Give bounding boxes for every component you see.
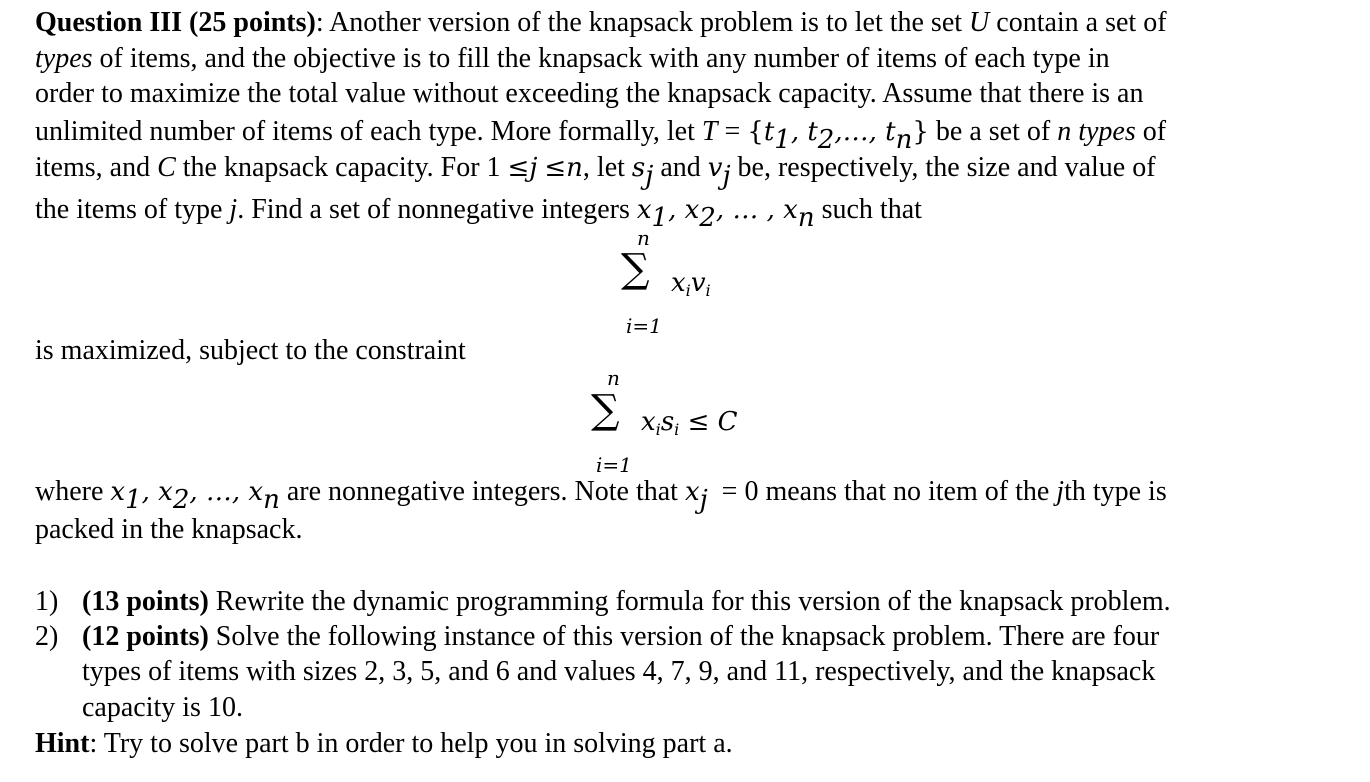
- question-line-7: where $x_1$, $x_2$, …, $x_n$ are nonnegative integers. Note that $x_j = 0$ means that no item of the jth type is: [35, 476, 1167, 515]
- question-title: Question III (25 points): [35, 7, 316, 38]
- constraint-sum-upper: n: [607, 366, 620, 390]
- sum-upper-limit: n: [637, 226, 650, 250]
- sum-lower-limit: i=1: [626, 314, 662, 338]
- question-line-1: Question III (25 points): Another version of the knapsack problem is to let the set U contain a set of: [35, 7, 1167, 38]
- question-line-8: packed in the knapsack.: [35, 514, 303, 545]
- part-1-points: (13 points): [82, 586, 209, 617]
- part-1: 1) (13 points) Rewrite the dynamic programming formula for this version of the knapsack problem.: [35, 586, 1171, 617]
- part-2: 2) (12 points) Solve the following instance of this version of the knapsack problem. There are four: [35, 621, 1160, 652]
- question-line-5: items, and C the knapsack capacity. For 1 ≤j ≤n, let $s_j$ and $v_j$ be, respectively, the size and value of: [35, 152, 1156, 191]
- part-2-line-3: capacity is 10.: [82, 692, 243, 723]
- objective-term: $x_iv_i$: [671, 268, 711, 300]
- constraint-sum-lower: i=1: [596, 453, 632, 477]
- question-line-2: types of items, and the objective is to fill the knapsack with any number of items of each type in: [35, 43, 1110, 74]
- constraint-summation-symbol: ∑: [591, 387, 620, 433]
- question-line-4: unlimited number of items of each type. More formally, let $T = \{t_1$, $t_2,\dots$, $t_n$} be a set of n types of: [35, 116, 1167, 155]
- part-2-points: (12 points): [82, 621, 209, 652]
- question-line-6: the items of type j. Find a set of nonnegative integers $x_1$, $x_2$, … , $x_n$ such that: [35, 194, 922, 233]
- part-2-line-2: types of items with sizes 2, 3, 5, and 6 and values 4, 7, 9, and 11, respectively, and the knapsack: [82, 656, 1156, 687]
- hint-label: Hint: [35, 728, 90, 759]
- constraint-intro: is maximized, subject to the constraint: [35, 335, 466, 366]
- summation-symbol: ∑: [621, 246, 650, 292]
- question-line-3: order to maximize the total value without exceeding the knapsack capacity. Assume that there is an: [35, 78, 1144, 109]
- hint: Hint: Try to solve part b in order to help you in solving part a.: [35, 728, 733, 759]
- constraint-term: $x_is_i \le C$: [641, 407, 738, 439]
